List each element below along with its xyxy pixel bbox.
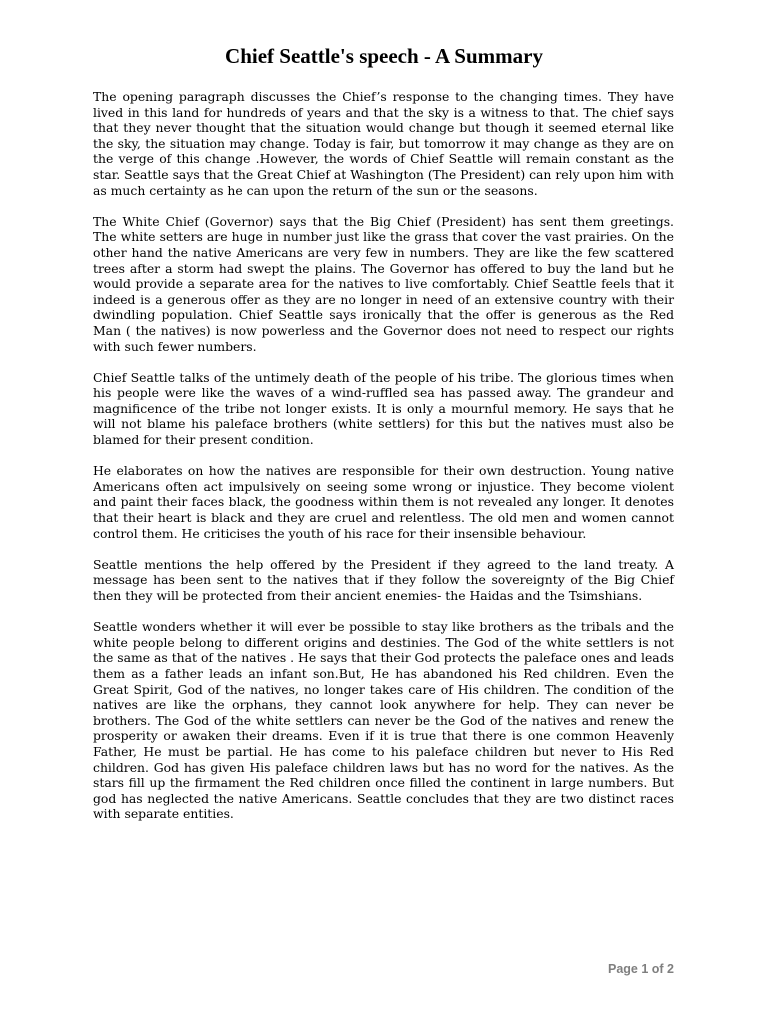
paragraph-4: He elaborates on how the natives are responsible for their own destruction. Young native Americans often act impulsively on seeing some wrong or injustice. They become violent and paint their faces black, the goodness within them is not revealed any longer. It denotes that their heart is black and they are cruel and relentless. The old men and women cannot control them. He criticises the youth of his race for their insensible behaviour. bbox=[93, 463, 674, 541]
page-number: Page 1 of 2 bbox=[608, 962, 674, 976]
paragraph-2: The White Chief (Governor) says that the Big Chief (President) has sent them greetings. The white setters are huge in number just like the grass that cover the vast prairies. On the other hand the native Americans are very few in numbers. They are like the few scattered trees after a storm had swept the plains. The Governor has offered to buy the land but he would provide a separate area for the natives to live comfortably. Chief Seattle feels that it indeed is a generous offer as they are no longer in need of an extensive country with their dwindling population. Chief Seattle says ironically that the offer is generous as the Red Man ( the natives) is now powerless and the Governor does not need to respect our rights with such fewer numbers. bbox=[93, 213, 674, 354]
document-title: Chief Seattle's speech - A Summary bbox=[225, 44, 543, 68]
paragraph-3: Chief Seattle talks of the untimely death of the people of his tribe. The glorious times when his people were like the waves of a wind-ruffled sea has passed away. The grandeur and magnificence of the tribe not longer exists. It is only a mournful memory. He says that he will not blame his paleface brothers (white settlers) for this but the natives must also be blamed for their present condition. bbox=[93, 369, 674, 448]
document-body bbox=[93, 89, 674, 838]
paragraph-1: The opening paragraph discusses the Chief’s response to the changing times. They have lived in this land for hundreds of years and that the sky is a witness to that. The chief says that they never thought that the situation would change but though it seemed eternal like the sky, the situation may change. Today is fair, but tomorrow it may change as they are on the verge of this change .However, the words of Chief Seattle will remain constant as the star. Seattle says that the Great Chief at Washington (The President) can rely upon him with as much certainty as he can upon the return of the sun or the seasons. bbox=[93, 89, 674, 198]
paragraph-6: Seattle wonders whether it will ever be possible to stay like brothers as the tribals and the white people belong to different origins and destinies. The God of the white settlers is not the same as that of the natives . He says that their God protects the paleface ones and leads them as a father leads an infant son.But, He has abandoned his Red children. Even the Great Spirit, God of the natives, no longer takes care of His children. The condition of the natives are like the orphans, they cannot look anywhere for help. They can never be brothers. The God of the white settlers can never be the God of the natives and renew the prosperity or awaken their dreams. Even if it is true that there is one common Heavenly Father, He must be partial. He has come to his paleface children but never to His Red children. God has given His paleface children laws but has no word for the natives. As the stars fill up the firmament the Red children once filled the continent in large numbers. But god has neglected the native Americans. Seattle concludes that they are two distinct races with separate entities. bbox=[93, 619, 674, 822]
paragraph-5: Seattle mentions the help offered by the President if they agreed to the land treaty. A message has been sent to the natives that if they follow the sovereignty of the Big Chief then they will be protected from their ancient enemies- the Haidas and the Tsimshians. bbox=[93, 556, 674, 603]
